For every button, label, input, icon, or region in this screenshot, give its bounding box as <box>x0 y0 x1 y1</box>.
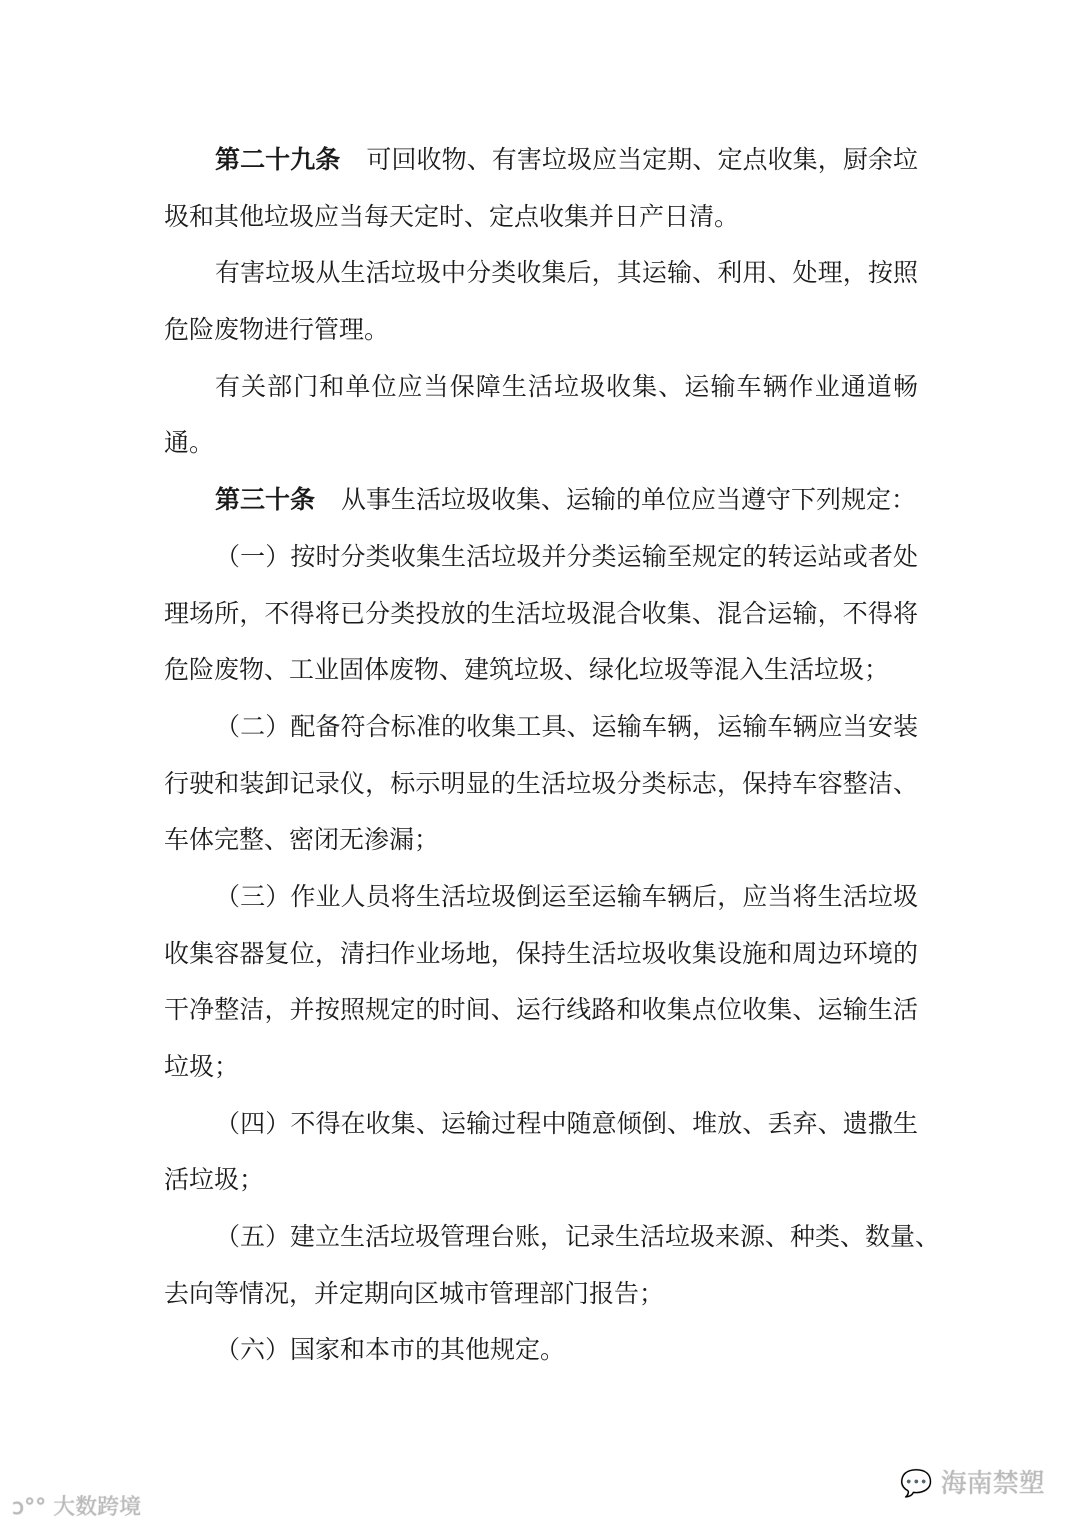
article-number: 第二十九条 <box>215 145 341 174</box>
text-line <box>164 926 918 983</box>
line-text: 垃圾； <box>164 1052 240 1081</box>
text-line <box>164 1096 918 1153</box>
paragraph <box>164 1096 918 1209</box>
line-text: 干净整洁，并按照规定的时间、运行线路和收集点位收集、运输生活 <box>164 995 918 1025</box>
text-line <box>164 189 918 246</box>
wechat-icon: 💬 <box>900 1469 941 1499</box>
paragraph <box>164 359 918 472</box>
text-line <box>164 359 918 416</box>
document-body <box>164 132 941 1379</box>
text-line <box>164 529 918 586</box>
line-text: 从事生活垃圾收集、运输的单位应当遵守下列规定： <box>341 485 917 515</box>
line-text: 活垃圾； <box>164 1165 265 1195</box>
line-text: 车体完整、密闭无渗漏； <box>164 825 440 855</box>
line-text: （二）配备符合标准的收集工具、运输车辆，运输车辆应当安装 <box>215 711 918 741</box>
paragraph <box>164 699 918 869</box>
text-line <box>164 1209 941 1266</box>
line-text: （五）建立生活垃圾管理台账，记录生活垃圾来源、种类、数量、 <box>215 1222 941 1252</box>
text-line <box>164 1152 918 1209</box>
text-line <box>164 812 918 869</box>
text-line <box>164 472 918 529</box>
paragraph <box>164 1209 941 1322</box>
line-text: （三）作业人员将生活垃圾倒运至运输车辆后，应当将生活垃圾 <box>215 881 918 911</box>
line-text: 危险废物进行管理。 <box>164 315 390 345</box>
paragraph <box>164 245 918 358</box>
line-text: 通。 <box>164 428 215 458</box>
logo-icon: ↄ°° <box>12 1495 54 1520</box>
text-line <box>164 132 918 189</box>
line-text: （四）不得在收集、运输过程中随意倾倒、堆放、丢弃、遗撒生 <box>215 1108 918 1138</box>
line-text: 有害垃圾从生活垃圾中分类收集后，其运输、利用、处理，按照 <box>215 258 918 288</box>
text-line <box>164 756 918 813</box>
line-text: 圾和其他垃圾应当每天定时、定点收集并日产日清。 <box>164 201 740 231</box>
paragraph <box>164 869 918 1096</box>
line-text: 收集容器复位，清扫作业场地，保持生活垃圾收集设施和周边环境的 <box>164 938 918 968</box>
watermark-left: ↄ°° 大数跨境 <box>12 1495 142 1520</box>
line-text: 可回收物、有害垃圾应当定期、定点收集，厨余垃 <box>366 145 918 174</box>
line-text: 行驶和装卸记录仪，标示明显的生活垃圾分类标志，保持车容整洁、 <box>164 768 918 798</box>
text-line <box>164 982 918 1039</box>
article-number: 第三十条 <box>215 485 316 515</box>
line-text: （一）按时分类收集生活垃圾并分类运输至规定的转运站或者处 <box>215 541 918 571</box>
text-line <box>164 1039 918 1096</box>
paragraph <box>164 529 918 699</box>
text-line <box>164 642 918 699</box>
text-line <box>164 415 918 472</box>
line-text: 危险废物、工业固体废物、建筑垃圾、绿化垃圾等混入生活垃圾； <box>164 655 890 685</box>
text-line <box>164 699 918 756</box>
watermark-right: 💬 海南禁塑 <box>900 1469 1045 1499</box>
text-line <box>164 245 918 302</box>
text-line <box>164 869 918 926</box>
text-line <box>164 302 918 359</box>
line-text: 去向等情况，并定期向区城市管理部门报告； <box>164 1278 665 1308</box>
text-line <box>164 1266 918 1323</box>
article-paragraph <box>164 132 918 245</box>
line-text: （六）国家和本市的其他规定。 <box>215 1335 566 1365</box>
text-line <box>164 1322 918 1379</box>
line-text: 有关部门和单位应当保障生活垃圾收集、运输车辆作业通道畅 <box>215 371 918 401</box>
text-line <box>164 586 918 643</box>
article-paragraph <box>164 472 918 529</box>
paragraph <box>164 1322 918 1379</box>
line-text: 理场所，不得将已分类投放的生活垃圾混合收集、混合运输，不得将 <box>164 598 918 628</box>
